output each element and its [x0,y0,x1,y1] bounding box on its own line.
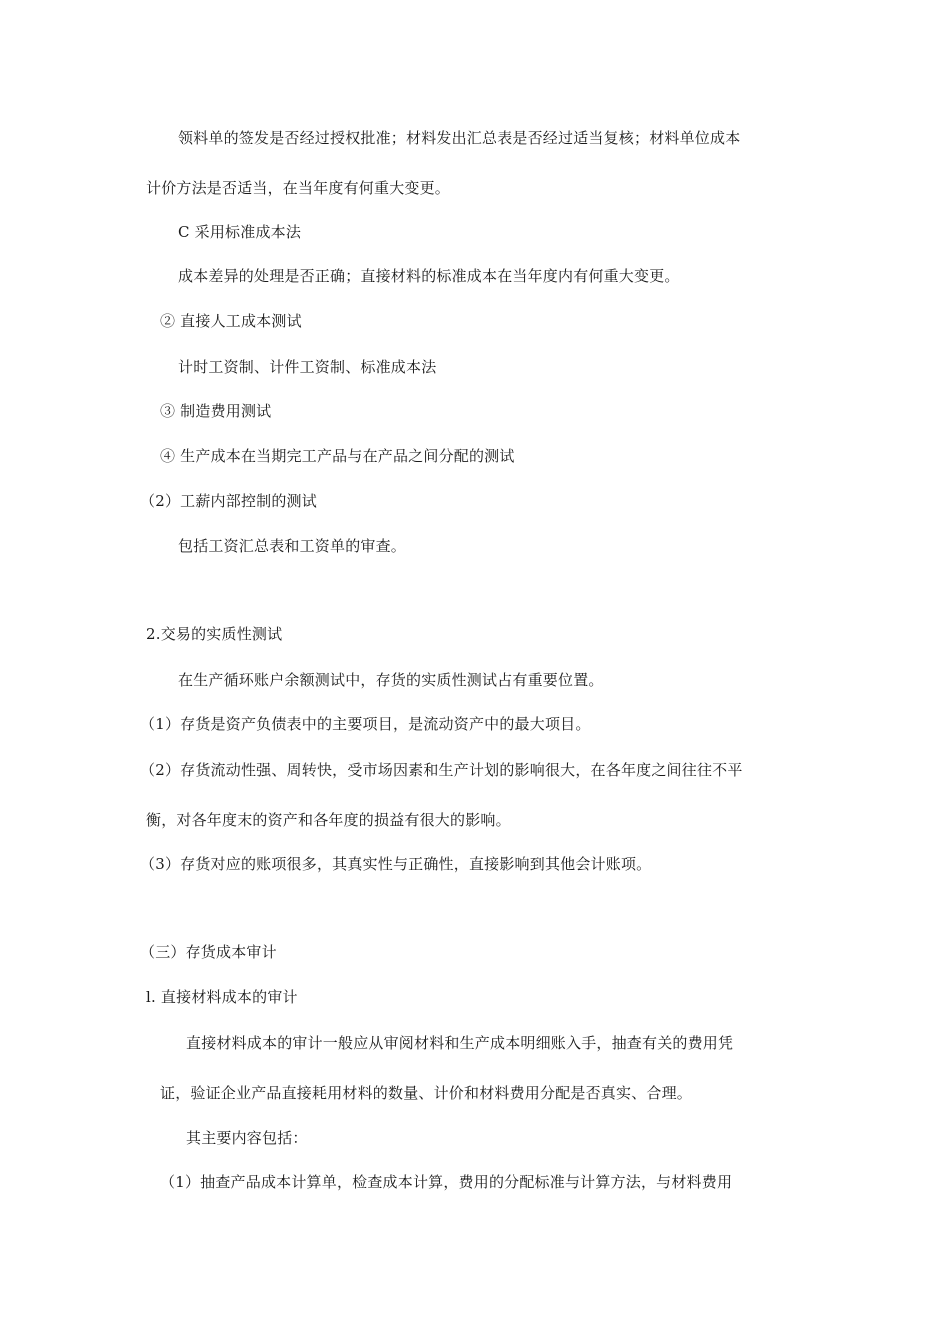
section-heading: 2.交易的实质性测试 [146,625,283,643]
paragraph-line: 成本差异的处理是否正确；直接材料的标准成本在当年度内有何重大变更。 [178,267,680,285]
paragraph-line: 其主要内容包括： [186,1129,308,1147]
paragraph-line: 领料单的签发是否经过授权批准；材料发出汇总表是否经过适当复核；材料单位成本 [178,129,741,147]
section-heading: （三）存货成本审计 [140,943,277,961]
paragraph-line: 衡，对各年度末的资产和各年度的损益有很大的影响。 [146,811,511,829]
paragraph-line: 计时工资制、计件工资制、标准成本法 [178,358,437,376]
subheading-line: ② 直接人工成本测试 [160,312,302,330]
subheading-line: ③ 制造费用测试 [160,402,272,420]
list-item: （1）抽查产品成本计算单，检查成本计算，费用的分配标准与计算方法，与材料费用 [160,1173,733,1191]
list-item: （2）存货流动性强、周转快，受市场因素和生产计划的影响很大，在各年度之间往往不平 [140,761,743,779]
subheading-line: C 采用标准成本法 [178,223,302,241]
subheading-line: ④ 生产成本在当期完工产品与在产品之间分配的测试 [160,447,515,465]
paragraph-line: 直接材料成本的审计一般应从审阅材料和生产成本明细账入手，抽查有关的费用凭 [186,1034,734,1052]
paragraph-line: 包括工资汇总表和工资单的审查。 [178,537,407,555]
paragraph-line: 证，验证企业产品直接耗用材料的数量、计价和材料费用分配是否真实、合理。 [160,1084,693,1102]
paragraph-line: 在生产循环账户余额测试中，存货的实质性测试占有重要位置。 [178,671,604,689]
paragraph-line: 计价方法是否适当，在当年度有何重大变更。 [146,179,451,197]
list-item: （1）存货是资产负债表中的主要项目，是流动资产中的最大项目。 [140,715,591,733]
list-item: （3）存货对应的账项很多，其真实性与正确性，直接影响到其他会计账项。 [140,855,652,873]
subheading-line: （2）工薪内部控制的测试 [140,492,317,510]
section-heading: l. 直接材料成本的审计 [146,988,298,1006]
